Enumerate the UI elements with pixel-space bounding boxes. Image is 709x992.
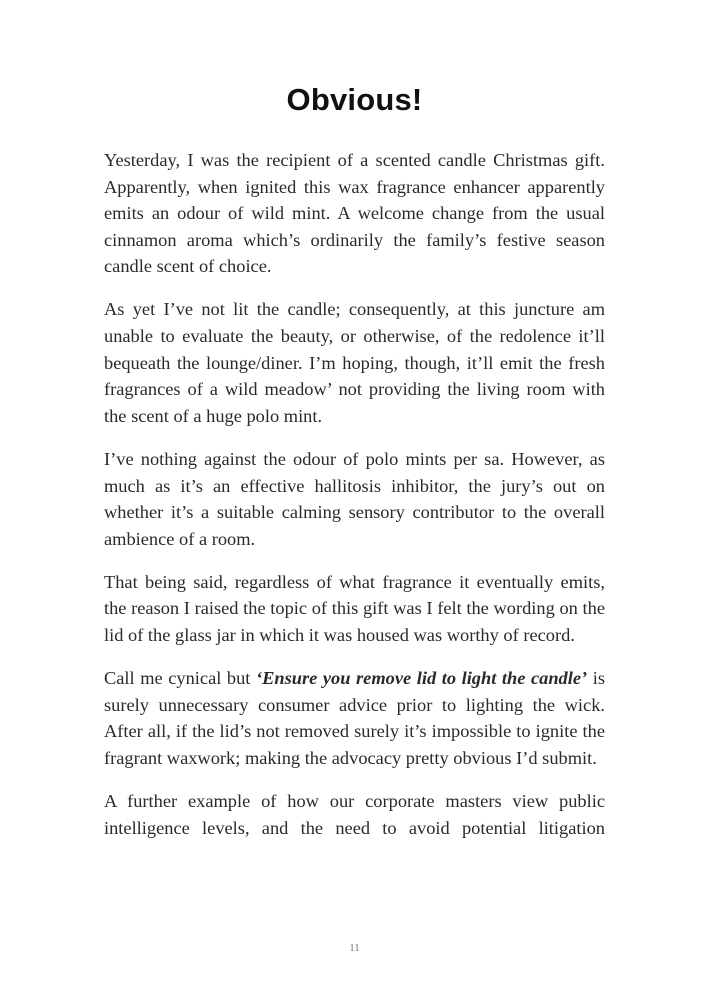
paragraph-4: That being said, regardless of what fragrance it eventually emits, the reason I raised the topic of this gift was I felt the wording on the lid of the glass jar in which it was housed was worthy of record.: [104, 571, 605, 645]
paragraph-1: Yesterday, I was the recipient of a scented candle Christmas gift. Apparently, when ignited this wax fragrance enhancer apparently emits an odour of wild mint. A welcome change from the usual cinnamon aroma which’s ordinarily the family’s festive season candle scent of choice.: [104, 150, 605, 277]
body-text: [104, 147, 605, 858]
paragraph-5-lead: Call me cynical but: [104, 668, 256, 689]
paragraph-5-rest: is surely unnecessary consumer advice prior to lighting the wick. After all, if the lid’s not removed surely it’s impossible to ignite the fragrant waxwork; making the advocacy pretty obvious I’d submit.: [104, 668, 605, 768]
paragraph-2: As yet I’ve not lit the candle; consequently, at this juncture am unable to evaluate the beauty, or otherwise, of the redolence it’ll bequeath the lounge/diner. I’m hoping, though, it’ll emit the fresh fragrances of a wild meadow’ not providing the living room with the scent of a huge polo mint.: [104, 299, 605, 426]
paragraph-3: I’ve nothing against the odour of polo mints per sa. However, as much as it’s an effective hallitosis inhibitor, the jury’s out on whether it’s a suitable calming sensory contributor to the overall ambience of a room.: [104, 448, 605, 549]
page-title: Obvious!: [286, 82, 423, 117]
page-number: 11: [349, 942, 360, 954]
paragraph-5: [104, 665, 605, 771]
paragraph-6: A further example of how our corporate masters view public intelligence levels, and the need to avoid potential litigation: [104, 790, 605, 838]
lid-wording-quote: ‘Ensure you remove lid to light the candle’: [255, 668, 588, 689]
